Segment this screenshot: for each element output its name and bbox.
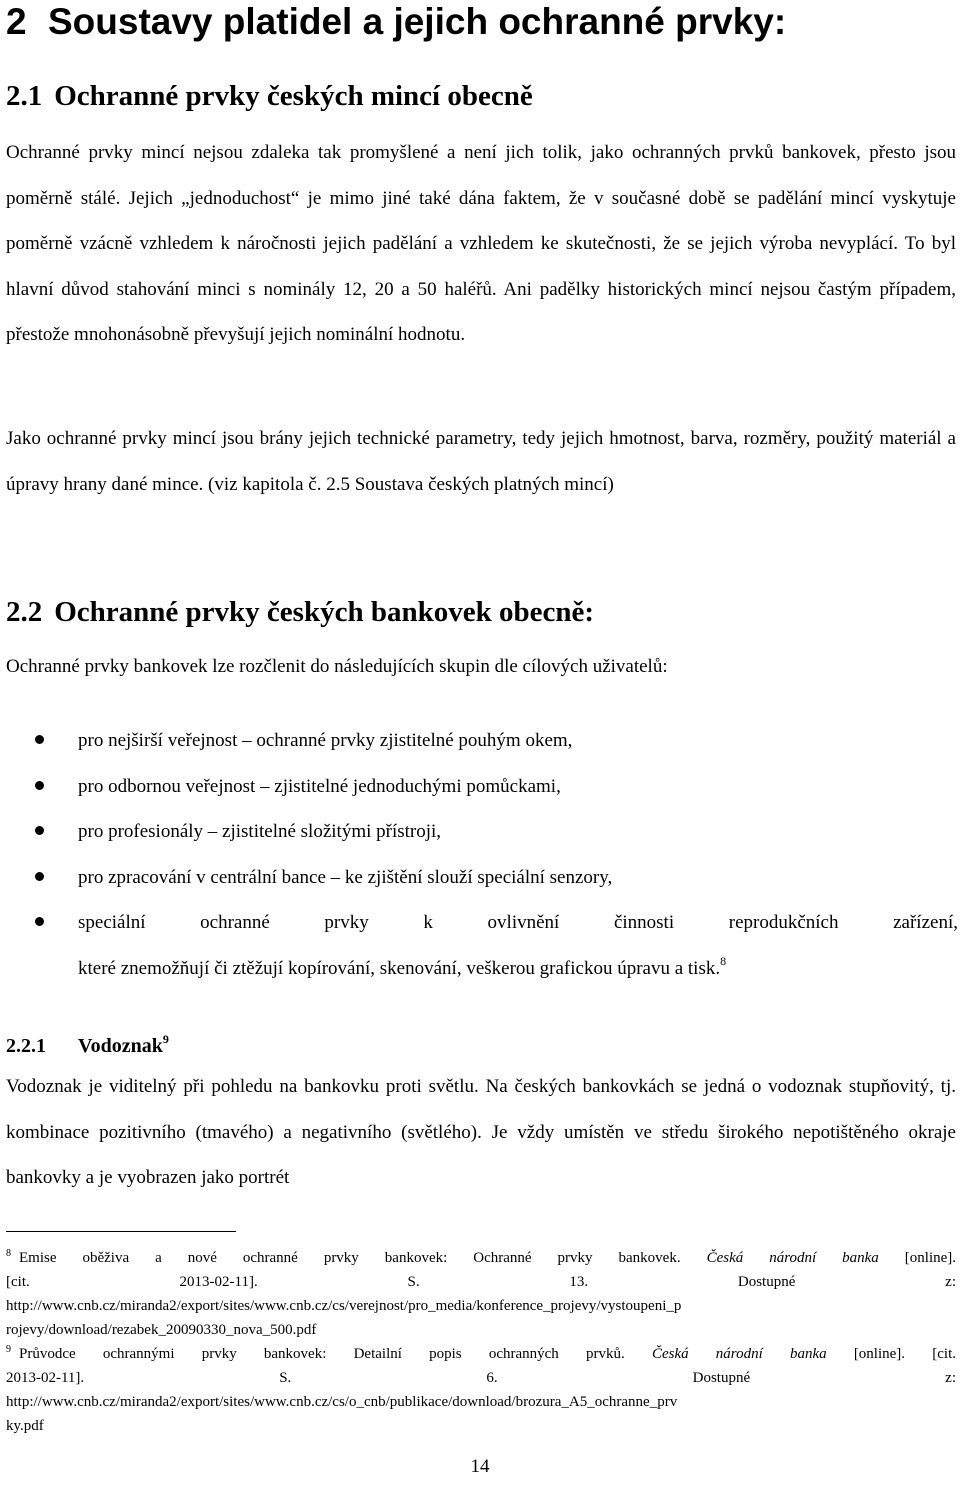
subsection-title: Vodoznak	[78, 1035, 163, 1057]
subsection-number: 2.2.1	[6, 1035, 46, 1057]
section-title: Ochranné prvky českých bankovek obecně:	[54, 596, 595, 628]
list-item: pro odbornou veřejnost – zjistitelné jednoduchými pomůckami,	[0, 764, 958, 810]
chapter-heading	[6, 0, 786, 44]
subsection-heading-watermark	[6, 1026, 169, 1066]
chapter-title: Soustavy platidel a jejich ochranné prvky:	[48, 1, 787, 42]
list-item: pro nejširší veřejnost – ochranné prvky zjistitelné pouhým okem,	[0, 718, 958, 764]
bullet-icon	[35, 917, 44, 926]
footnote-ref[interactable]: 9	[162, 1032, 169, 1046]
watermark-paragraph: Vodoznak je viditelný při pohledu na bankovku proti světlu. Na českých bankovkách se jedná o vodoznak stupňovitý, tj. kombinace pozitivního (tmavého) a negativního (světlého). Je vždy umístěn ve středu širokého nepotištěného okraje bankovky a je vyobrazen jako portrét	[6, 1076, 956, 1189]
footnote-9: $^9$ Průvodce ochrannými prvky bankovek: Detailní popis ochranných prvků. Česká národní banka [online]. [cit. 2013-02-11]. S. 6. Dostupné z: http://www.cnb.cz/miranda2/export/sites/www.cnb.cz/cs/o_cnb/publikace/download/brozura_A5_ochranne_prv ky.pdf	[6, 1342, 956, 1438]
bullet-icon	[35, 781, 44, 790]
section-number: 2.2	[6, 596, 43, 628]
section-title: Ochranné prvky českých mincí obecně	[54, 80, 533, 112]
bullet-icon	[35, 872, 44, 881]
banknotes-intro: Ochranné prvky bankovek lze rozčlenit do následujících skupin dle cílových uživatelů:	[6, 656, 668, 677]
footnote-link[interactable]: rojevy/download/rezabek_20090330_nova_500.pdf	[6, 1322, 317, 1338]
footnote-link[interactable]: ky.pdf	[6, 1418, 44, 1434]
footnote-link[interactable]: http://www.cnb.cz/miranda2/export/sites/www.cnb.cz/cs/verejnost/pro_media/konference_projevy/vystoupeni_p	[6, 1298, 682, 1314]
footnote-ref[interactable]: 8	[720, 953, 727, 968]
section-heading-coins	[6, 78, 533, 114]
coins-paragraph-2: Jako ochranné prvky mincí jsou brány jejich technické parametry, tedy jejich hmotnost, barva, rozměry, použitý materiál a úpravy hrany dané mince. (viz kapitola č. 2.5 Soustava českých platných mincí)	[6, 428, 956, 495]
bullet-icon	[35, 826, 44, 835]
footnote-8: $^8$ Emise oběživa a nové ochranné prvky bankovek: Ochranné prvky bankovek. Česká národní banka [online]. [cit. 2013-02-11]. S. 13. Dostupné z: http://www.cnb.cz/miranda2/export/sites/www.cnb.cz/cs/verejnost/pro_media/konference_projevy/vystoupeni_p rojevy/download/rezabek_20090330_nova_500.pdf	[6, 1246, 956, 1342]
coins-paragraph-1: Ochranné prvky mincí nejsou zdaleka tak promyšlené a není jich tolik, jako ochranných prvků bankovek, přesto jsou poměrně stálé. Jejich „jednoduchost“ je mimo jiné také dána faktem, že v současné době se padělání mincí vyskytuje poměrně vzácně vzhledem k náročnosti jejich padělání a vzhledem ke skutečnosti, že se jejich výroba nevyplácí. To byl hlavní důvod stahování minci s nominály 12, 20 a 50 haléřů. Ani padělky historických mincí nejsou častým případem, přestože mnohonásobně převyšují jejich nominální hodnotu.	[6, 142, 956, 346]
chapter-number: 2	[6, 1, 27, 42]
bullet-icon	[35, 735, 44, 744]
section-number: 2.1	[6, 80, 43, 112]
footnote-link[interactable]: http://www.cnb.cz/miranda2/export/sites/www.cnb.cz/cs/o_cnb/publikace/download/brozura_A5_ochranne_prv	[6, 1394, 678, 1410]
list-item: pro zpracování v centrální bance – ke zjištění slouží speciální senzory,	[0, 855, 958, 901]
footnotes	[6, 1246, 956, 1438]
user-groups-list	[0, 718, 960, 992]
list-item: pro profesionály – zjistitelné složitými přístroji,	[0, 809, 958, 855]
footnote-separator	[6, 1231, 236, 1232]
page-number: 14	[470, 1456, 490, 1477]
section-heading-banknotes	[6, 594, 594, 630]
list-item: speciální ochranné prvky k ovlivnění činnosti reprodukčních zařízení, které znemožňují či ztěžují kopírování, skenování, veškerou grafickou úpravu a tisk.$^8$	[0, 900, 958, 991]
